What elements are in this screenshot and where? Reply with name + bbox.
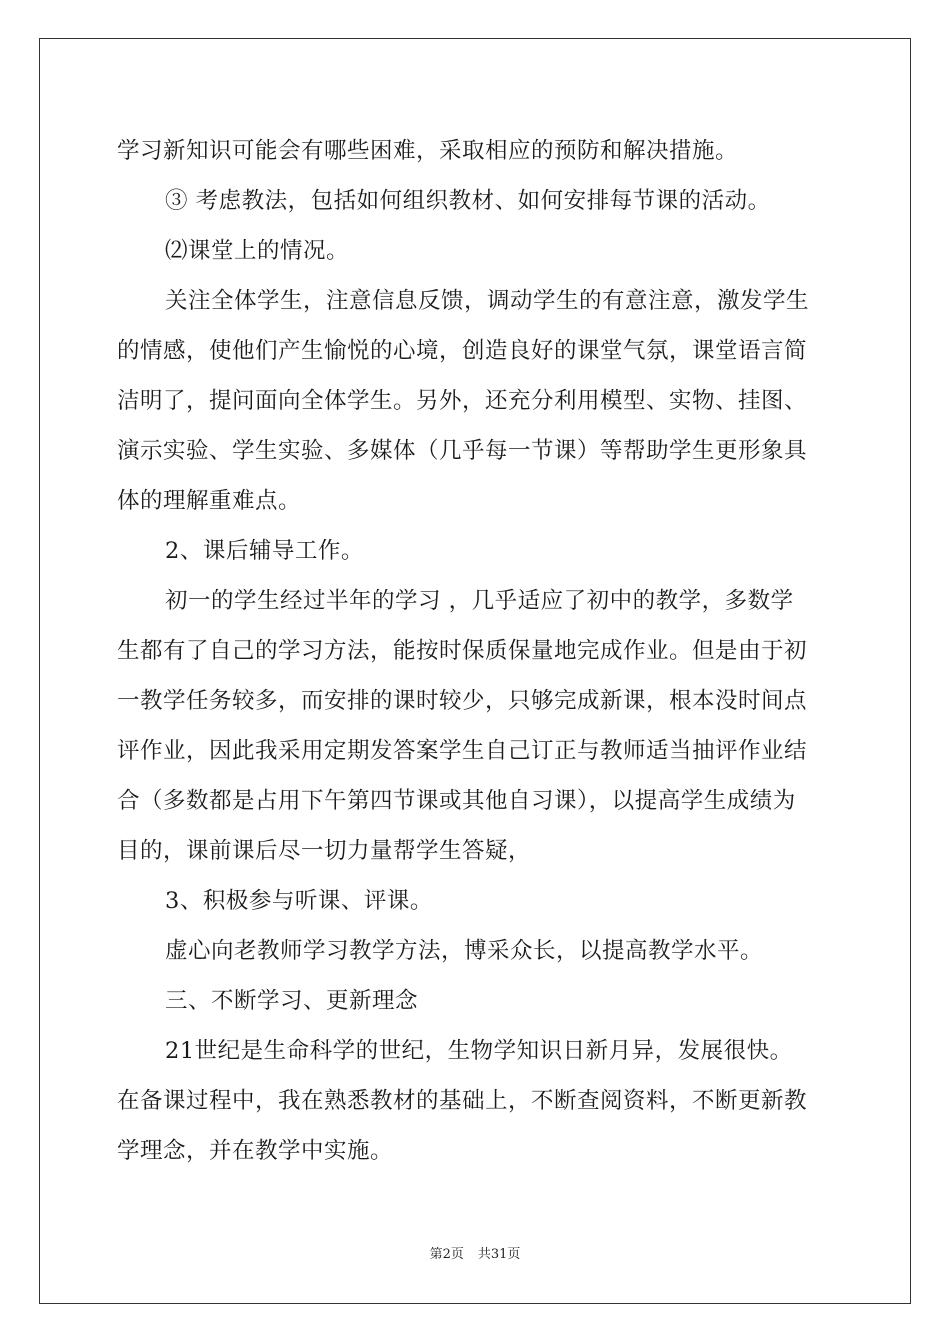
paragraph-line: 合（多数都是占用下午第四节课或其他自习课），以提高学生成绩为: [117, 788, 796, 814]
paragraph-line: 学习新知识可能会有哪些困难，采取相应的预防和解决措施。: [117, 138, 739, 164]
paragraph-line: 洁明了，提问面向全体学生。另外，还充分利用模型、实物、挂图、: [117, 388, 808, 414]
section-heading: 2、课后辅导工作。: [165, 538, 364, 564]
section-heading: 三、不断学习、更新理念: [165, 988, 419, 1014]
page-total: 共31页: [477, 1247, 521, 1262]
paragraph-line: 学理念，并在教学中实施。: [117, 1138, 394, 1164]
paragraph-line: 21世纪是生命科学的世纪，生物学知识日新月异，发展很快。: [165, 1038, 793, 1064]
section-heading: 3、积极参与听课、评课。: [165, 888, 433, 914]
page-number: 第2页: [429, 1247, 464, 1262]
paragraph-line: 目的，课前课后尽一切力量帮学生答疑，: [117, 838, 532, 864]
document-body: [117, 126, 837, 1176]
paragraph-line: 的情感，使他们产生愉悦的心境，创造良好的课堂气氛，课堂语言简: [117, 338, 808, 364]
paragraph-line: 关注全体学生，注意信息反馈，调动学生的有意注意，激发学生: [165, 288, 810, 314]
paragraph-line: 体的理解重难点。: [117, 488, 302, 514]
paragraph-line: ⑵课堂上的情况。: [165, 238, 350, 264]
paragraph-line: 在备课过程中，我在熟悉教材的基础上，不断查阅资料，不断更新教: [117, 1088, 808, 1114]
paragraph-line: 演示实验、学生实验、多媒体（几乎每一节课）等帮助学生更形象具: [117, 438, 808, 464]
paragraph-line: 虚心向老教师学习教学方法，博采众长，以提高教学水平。: [165, 938, 764, 964]
page-footer: [0, 1243, 950, 1262]
paragraph-line: ③ 考虑教法，包括如何组织教材、如何安排每节课的活动。: [165, 188, 771, 214]
paragraph-line: 评作业，因此我采用定期发答案学生自己订正与教师适当抽评作业结: [117, 738, 808, 764]
paragraph-line: 生都有了自己的学习方法，能按时保质保量地完成作业。但是由于初: [117, 638, 808, 664]
paragraph-line: 初一的学生经过半年的学习 ，几乎适应了初中的教学，多数学: [165, 588, 794, 614]
paragraph-line: 一教学任务较多，而安排的课时较少，只够完成新课，根本没时间点: [117, 688, 808, 714]
